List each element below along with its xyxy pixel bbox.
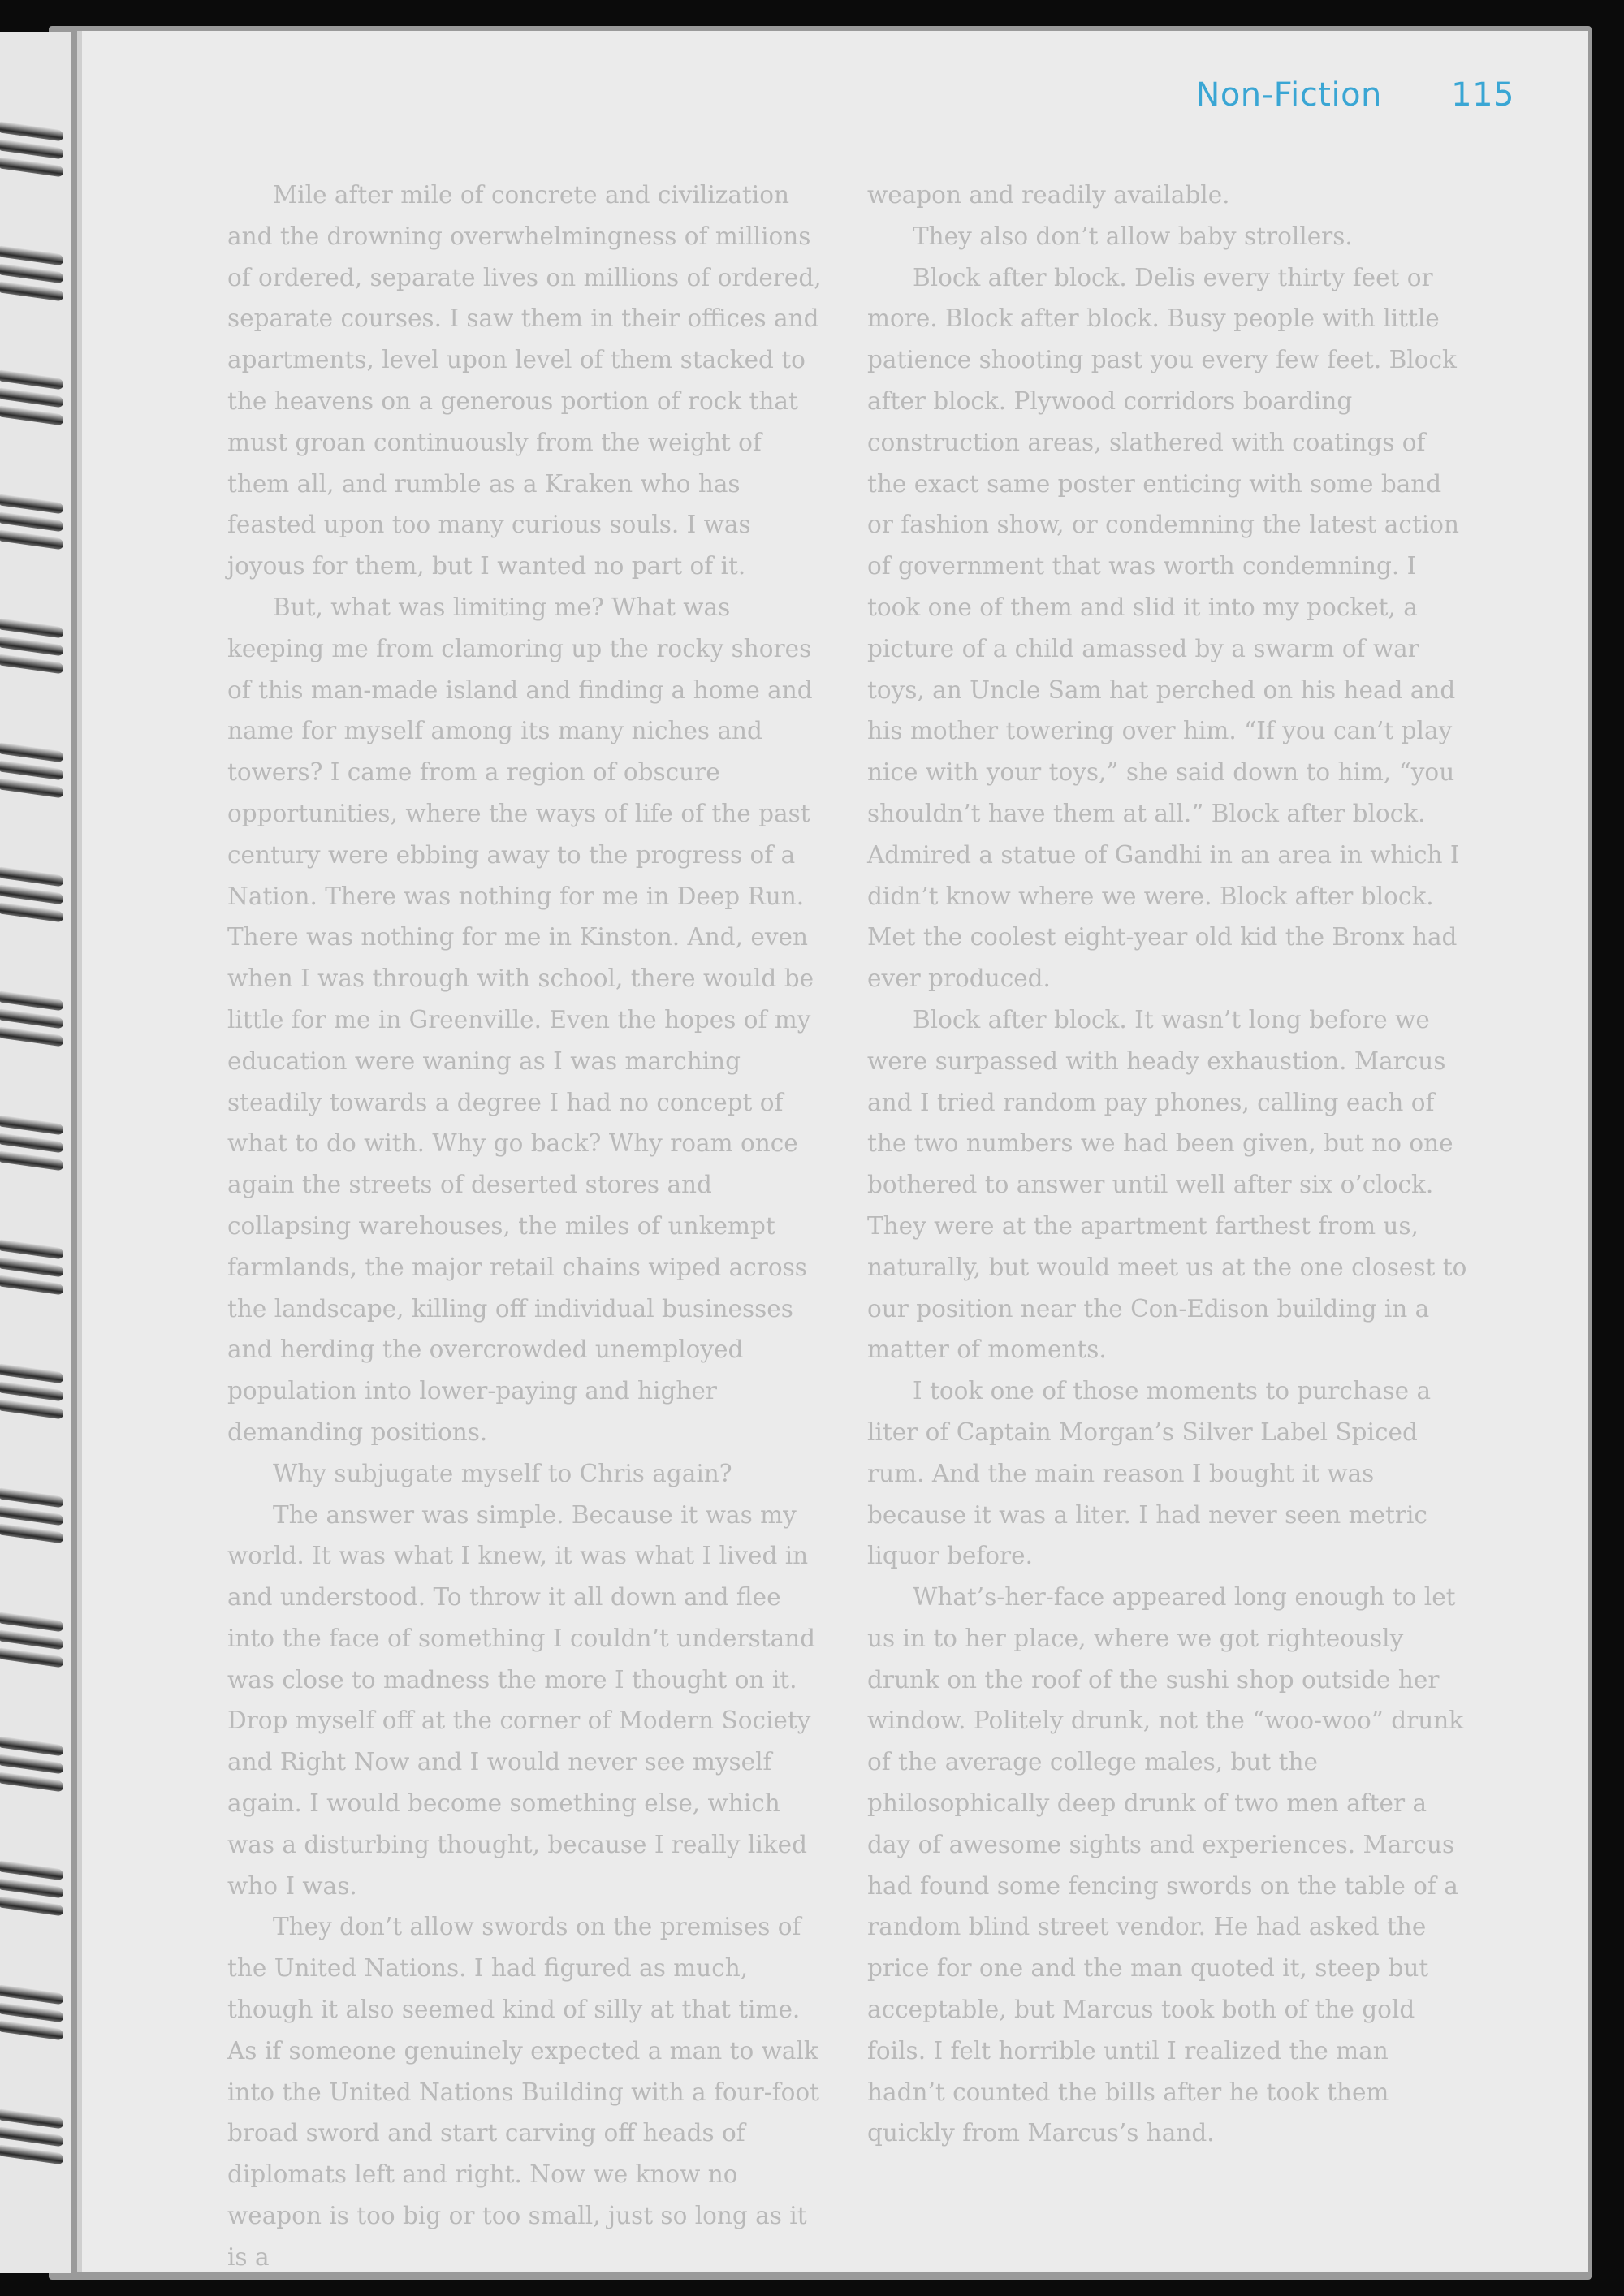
spiral-coil-icon — [0, 1865, 65, 1922]
running-header — [1195, 76, 1514, 114]
spiral-coil-icon — [0, 1492, 65, 1549]
spiral-coil-icon — [0, 498, 65, 555]
right-text-column — [867, 175, 1468, 2154]
section-title: Non-Fiction — [1195, 76, 1382, 114]
spiral-coil-icon — [0, 1368, 65, 1425]
paragraph: They don’t allow swords on the premises of the United Nations. I had figured as much, though it also seemed kind of silly at that time. As if someone genuinely expected a man to walk into the United Nations Building with a four-foot broad sword and start carving off heads of diplomats left and right. Now we know no weapon is too big or too small, just so long as it is a — [227, 1913, 820, 2271]
spiral-coil-icon — [0, 747, 65, 804]
paragraph: The answer was simple. Because it was my world. It was what I knew, it was what I lived in and understood. To throw it all down and flee into the face of something I couldn’t understand was close to madness the more I thought on it. Drop myself off at the corner of Modern Society and Right Now and I would never see myself again. I would become something else, which was a disturbing thought, because I really liked who I was. — [227, 1500, 816, 1900]
paragraph: Block after block. It wasn’t long before we were surpassed with heady exhaustion. Marcus and I tried random pay phones, calling each of the two numbers we had been given, but no one bothered to answer until well after six o’clock. They were at the apartment farthest from us, naturally, but would meet us at the one closest to our position near the Con-Edison building in a matter of moments. — [867, 1005, 1467, 1364]
paragraph: They also don’t allow baby strollers. — [913, 222, 1353, 250]
paragraph: Mile after mile of concrete and civilization and the drowning overwhelmingness of millions of ordered, separate lives on millions of ordered, separate courses. I saw them in their offices and apartments, level upon level of them stacked to the heavens on a generous portion of rock that must groan continuously from the weight of them all, and rumble as a Kraken who has feasted upon too many curious souls. I was joyous for them, but I wanted no part of it. — [227, 181, 822, 580]
spiral-coil-icon — [0, 995, 65, 1052]
spiral-coil-icon — [0, 1741, 65, 1798]
paragraph: I took one of those moments to purchase a liter of Captain Morgan’s Silver Label Spiced rum. And the main reason I bought it was because it was a liter. I had never seen metric liquor before. — [867, 1377, 1432, 1570]
paragraph-continued: weapon and readily available. — [867, 181, 1230, 209]
left-text-column — [227, 175, 828, 2278]
spiral-coil-icon — [0, 126, 65, 183]
paragraph: But, what was limiting me? What was keeping me from clamoring up the rocky shores of this man-made island and finding a home and name for myself among its many niches and towers? I came from a region of obscure opportunities, where the ways of life of the past century were ebbing away to the progress of a Nation. There was nothing for me in Deep Run. There was nothing for me in Kinston. And, even when I was through with school, there would be little for me in Greenville. Even the hopes of my education were waning as I was marching steadily towards a degree I had no concept of what to do with. Why go back? Why roam once again the streets of deserted stores and collapsing warehouses, the miles of unkempt farmlands, the major retail chains wiped across the landscape, killing off individual businesses and herding the overcrowded unemployed population into lower-paying and higher demanding positions. — [227, 593, 814, 1446]
spiral-coil-icon — [0, 2113, 65, 2170]
paragraph: What’s-her-face appeared long enough to let us in to her place, where we got righteously drunk on the roof of the sushi shop outside her window. Politely drunk, not the “woo-woo” drunk of the average college males, but the philosophically deep drunk of two men after a day of awesome sights and experiences. Marcus had found some fencing swords on the table of a random blind street vendor. He had asked the price for one and the man quoted it, steep but acceptable, but Marcus took both of the gold foils. I felt horrible until I realized the man hadn’t counted the bills after he took them quickly from Marcus’s hand. — [867, 1583, 1464, 2147]
spiral-coil-icon — [0, 1244, 65, 1301]
spiral-coil-icon — [0, 871, 65, 928]
paragraph: Block after block. Delis every thirty feet or more. Block after block. Busy people with little patience shooting past you every few feet. Block after block. Plywood corridors boarding construction areas, slathered with coatings of the exact same poster enticing with some band or fashion show, or condemning the latest action of government that was worth condemning. I took one of them and slid it into my pocket, a picture of a child amassed by a swarm of war toys, an Uncle Sam hat perched on his head and his mother towering over him. “If you can’t play nice with your toys,” she said down to him, “you shouldn’t have them at all.” Block after block. Admired a statue of Gandhi in an area in which I didn’t know where we were. Block after block. Met the coolest eight-year old kid the Bronx had ever produced. — [867, 263, 1460, 993]
spiral-coil-icon — [0, 623, 65, 680]
spiral-coil-icon — [0, 1616, 65, 1673]
spiral-coil-icon — [0, 374, 65, 431]
spiral-coil-icon — [0, 1120, 65, 1176]
spiral-binding-strip — [0, 32, 71, 2273]
page-number: 115 — [1451, 76, 1514, 114]
spiral-coil-icon — [0, 1989, 65, 2046]
paragraph: Why subjugate myself to Chris again? — [273, 1459, 732, 1487]
spiral-coil-icon — [0, 250, 65, 307]
